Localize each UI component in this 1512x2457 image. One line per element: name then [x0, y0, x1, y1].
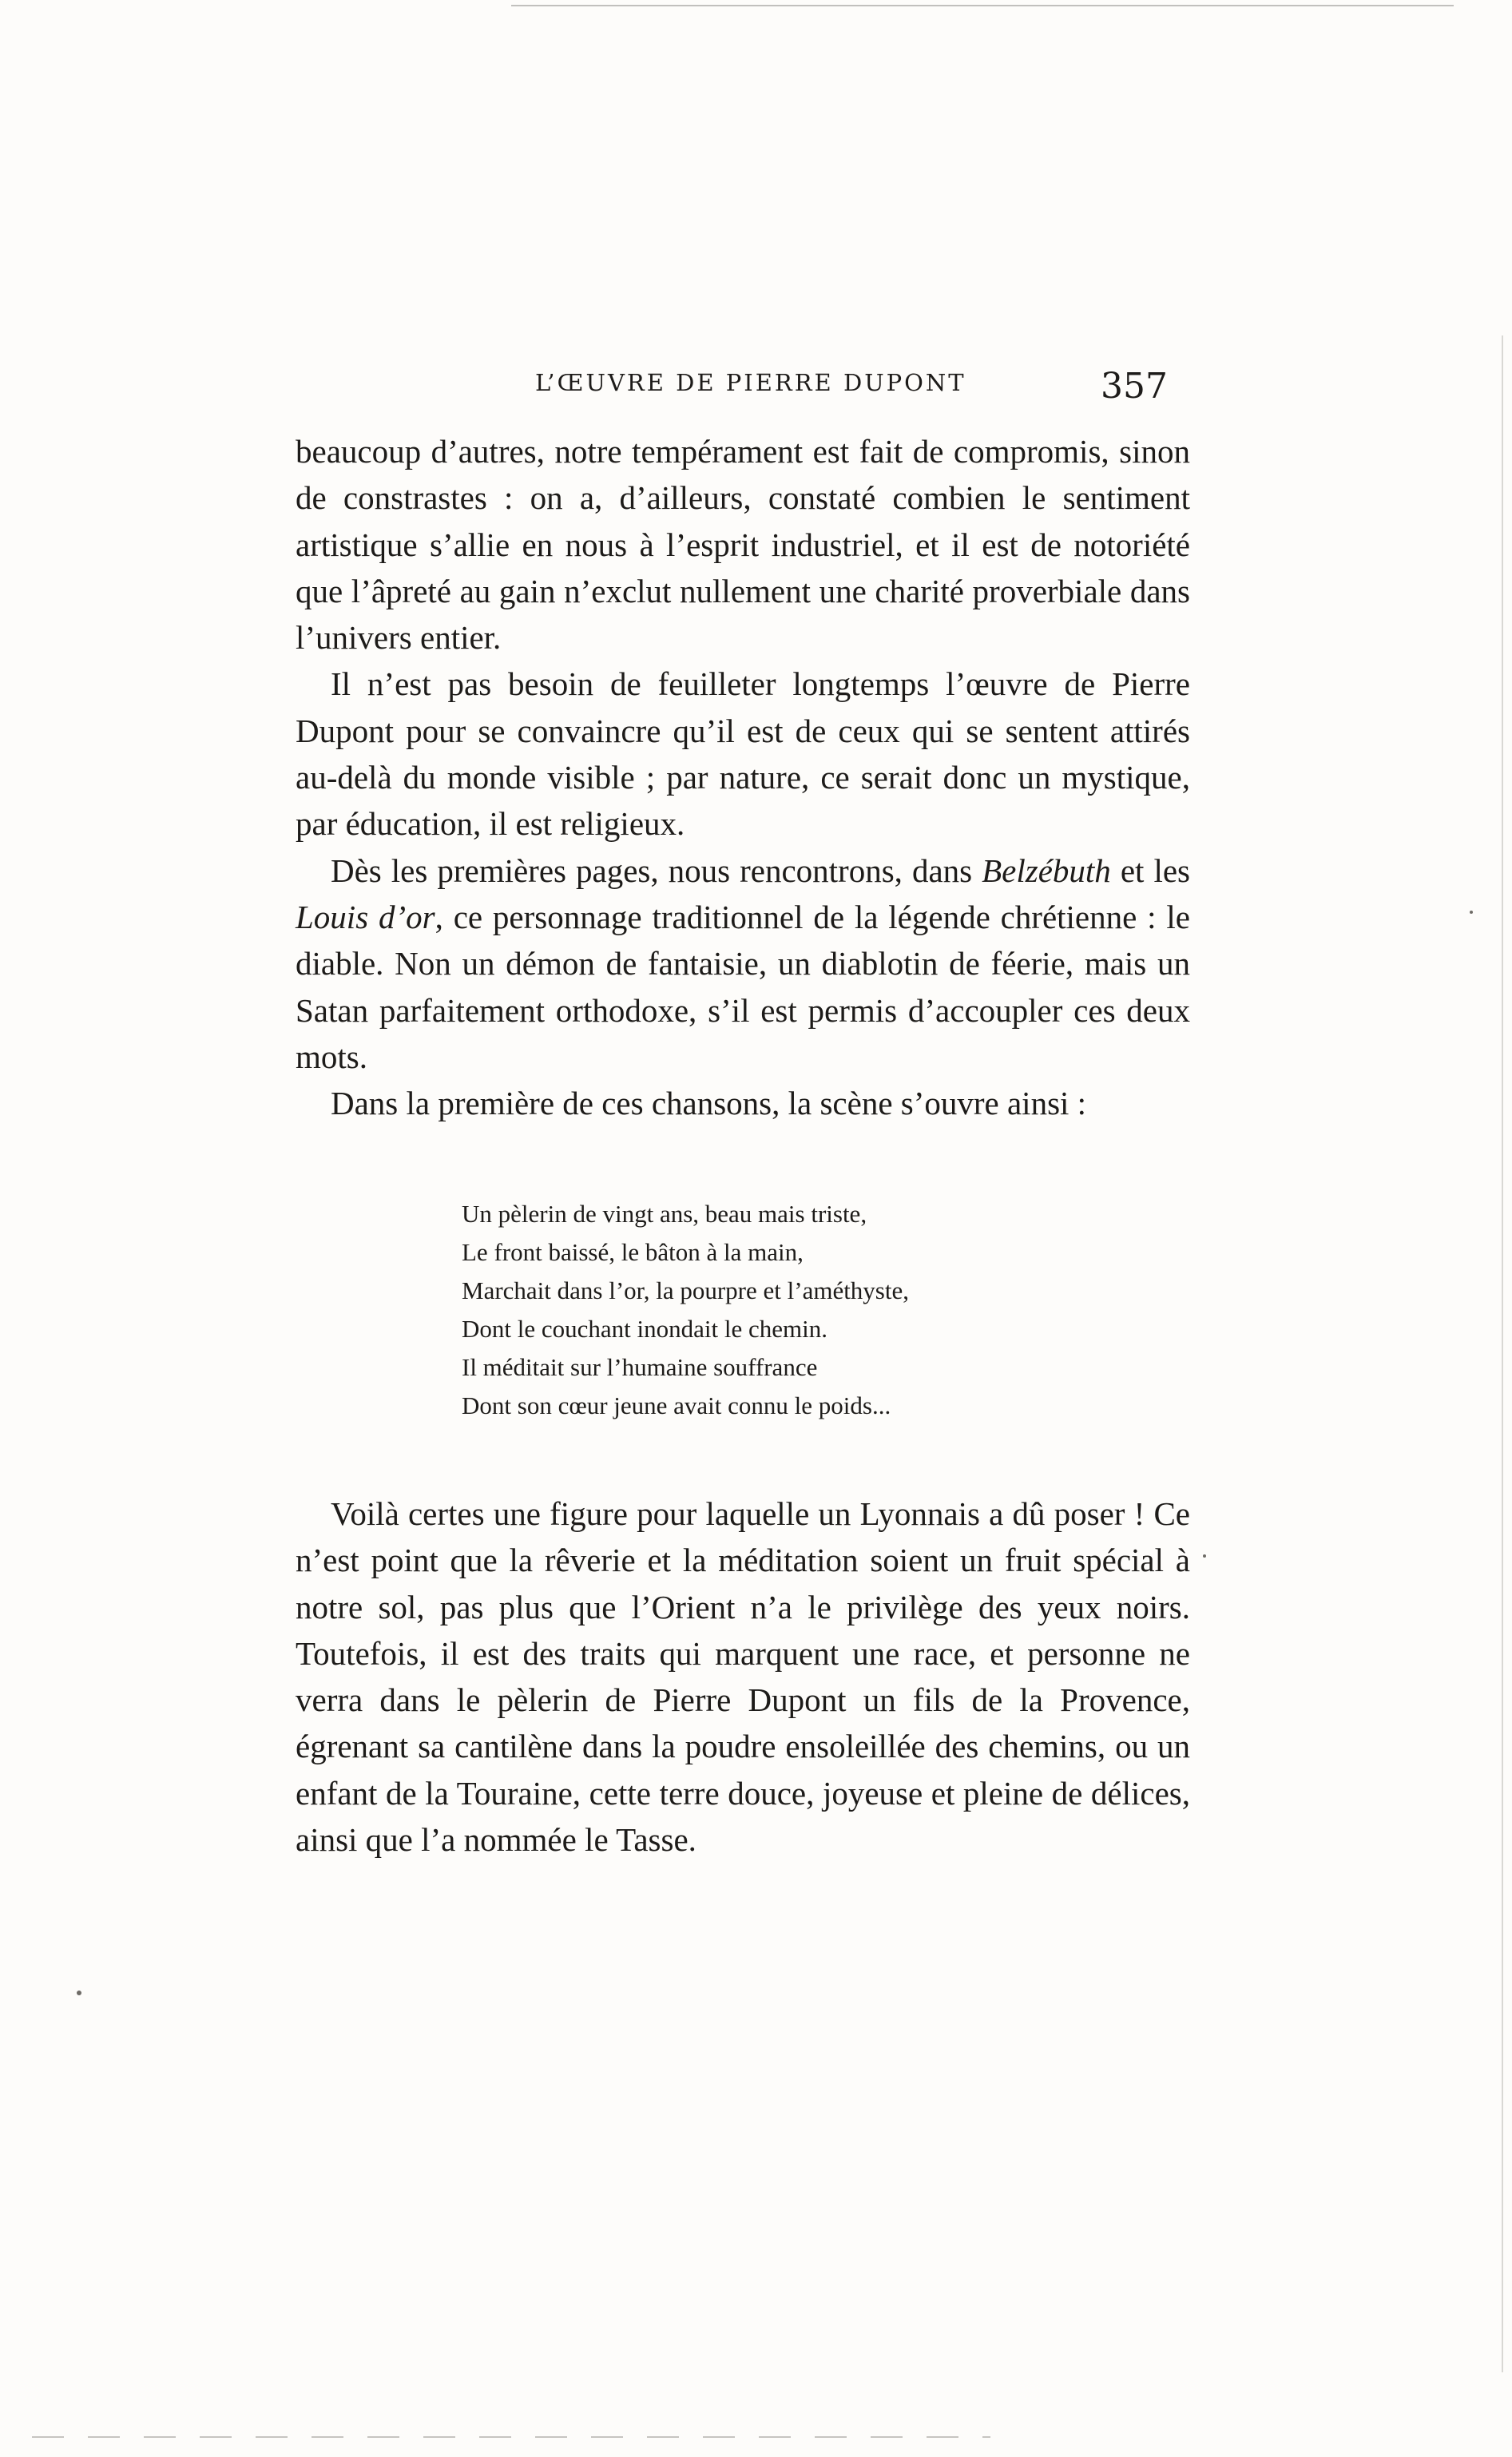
verse-line: Dont le couchant inondait le chemin. [462, 1315, 827, 1343]
body-text-top [296, 428, 1190, 1126]
verse-line: Il méditait sur l’humaine souffrance [462, 1353, 818, 1381]
verse-line: Dont son cœur jeune avait connu le poids... [462, 1391, 891, 1419]
song-title-louis-dor: Louis d’or [296, 898, 435, 935]
scan-speck [1470, 911, 1473, 914]
running-title: L’ŒUVRE DE PIERRE DUPONT [535, 369, 966, 396]
scan-edge-line [511, 5, 1454, 6]
paragraph-devil [296, 847, 1190, 1080]
scan-speck [1203, 1554, 1206, 1558]
paragraph-devil-text-b: et les [1110, 851, 1190, 889]
paragraph-continuation: beaucoup d’autres, notre tempérament est fait de compromis, sinon de constrastes : on a, d’ailleurs, constaté combien le sentiment artistique s’allie en nous à l’esprit industriel, et il est de notoriété que l’âpreté au gain n’exclut nullement une charité proverbiale dans l’univers entier. [296, 433, 1190, 657]
scan-right-edge [1502, 335, 1503, 2372]
verse-quotation [462, 1195, 1101, 1425]
scan-speck [77, 1991, 81, 1995]
page-header [296, 366, 1190, 417]
song-title-belzebuth: Belzébuth [982, 851, 1111, 889]
verse-line: Un pèlerin de vingt ans, beau mais triste, [462, 1200, 867, 1228]
verse-line: Le front baissé, le bâton à la main, [462, 1238, 804, 1266]
paragraph-mysticism: Il n’est pas besoin de feuilleter longtemps l’œuvre de Pierre Dupont pour se convaincre qu’il est de ceux qui se sentent attirés au-delà du monde visible ; par nature, ce serait donc un mystique, par éducation, il est religieux. [296, 665, 1190, 843]
scan-bottom-edge [32, 2436, 990, 2438]
paragraph-devil-text-a: Dès les premières pages, nous rencontrons, dans [331, 851, 982, 889]
paragraph-intro-quote: Dans la première de ces chansons, la scène s’ouvre ainsi : [331, 1085, 1087, 1122]
paragraph-devil-text-c: , ce personnage traditionnel de la légende chrétienne : le diable. Non un démon de fantaisie, un diablotin de féerie, mais un Satan parfaitement orthodoxe, s’il est permis d’accoupler ces deux mots. [296, 898, 1190, 1075]
page-number: 357 [1101, 366, 1168, 407]
paragraph-closing: Voilà certes une figure pour laquelle un Lyonnais a dû poser ! Ce n’est point que la rêverie et la méditation soient un fruit spécial à notre sol, pas plus que l’Orient n’a le privilège des yeux noirs. Toutefois, il est des traits qui marquent une race, et personne ne verra dans le pèlerin de Pierre Dupont un fils de la Provence, égrenant sa cantilène dans la poudre ensoleillée des chemins, ou un enfant de la Touraine, cette terre douce, joyeuse et pleine de délices, ainsi que l’a nommée le Tasse. [296, 1495, 1190, 1859]
body-text-bottom [296, 1490, 1190, 1863]
verse-line: Marchait dans l’or, la pourpre et l’améthyste, [462, 1276, 909, 1304]
